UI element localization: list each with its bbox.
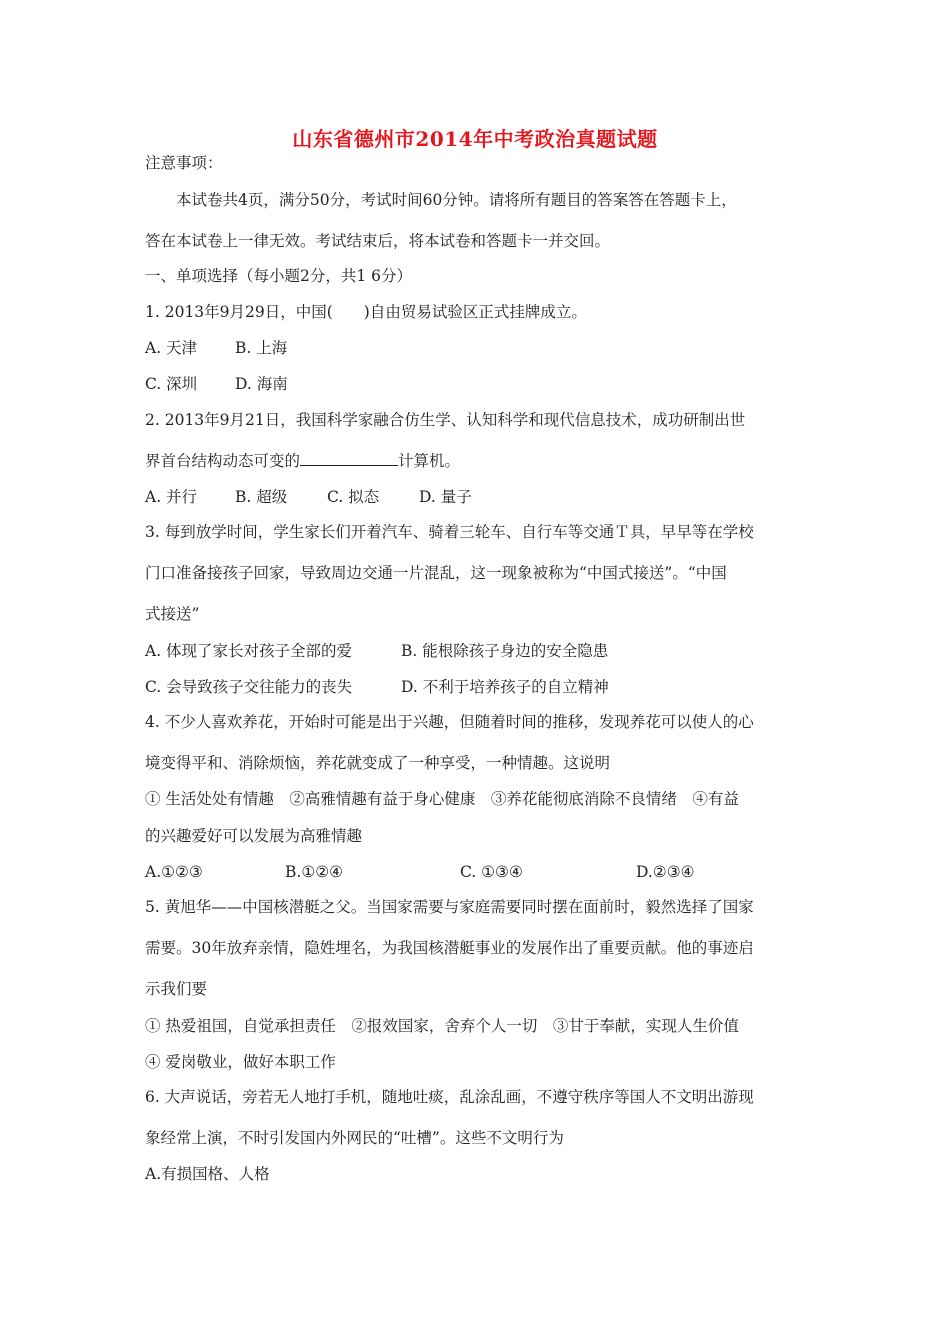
- answer-blank: [300, 451, 398, 466]
- option-a: A. 并行: [145, 488, 198, 506]
- question-4-items-2: 的兴趣爱好可以发展为高雅情趣: [145, 827, 363, 845]
- option-c: C. 深圳: [145, 375, 198, 393]
- option-b: B.①②④: [285, 863, 344, 881]
- question-4-options: [145, 862, 695, 882]
- question-5-items-2: ④ 爱岗敬业，做好本职工作: [145, 1053, 336, 1071]
- question-5-stem-1: 5. 黄旭华——中国核潜艇之父。当国家需要与家庭需要同时摆在面前时，毅然选择了国家: [145, 898, 754, 916]
- question-1-options-row-2: [145, 374, 288, 394]
- question-2-stem-2: [145, 451, 460, 471]
- notice-heading: 注意事项：: [145, 154, 223, 172]
- question-3-stem-2: 门口准备接孩子回家，导致周边交通一片混乱，这一现象被称为“中国式接送”。“中国: [145, 564, 727, 582]
- option-b: B. 上海: [235, 339, 288, 357]
- question-2-stem-1: 2. 2013年9月21日，我国科学家融合仿生学、认知科学和现代信息技术，成功研制出世: [145, 411, 746, 429]
- question-6-stem-2: 象经常上演，不时引发国内外网民的“吐槽”。这些不文明行为: [145, 1129, 564, 1147]
- option-d: D. 量子: [419, 488, 472, 506]
- option-a: A.①②③: [145, 863, 203, 881]
- question-2-stem-2-post: 计算机。: [398, 452, 461, 470]
- question-3-stem-3: 式接送”: [145, 605, 200, 623]
- question-5-items-1: ① 热爱祖国，自觉承担责任 ②报效国家，舍弃个人一切 ③甘于奉献，实现人生价值: [145, 1017, 739, 1035]
- page-title: 山东省德州市2014年中考政治真题试题: [292, 127, 658, 151]
- option-d: D. 不利于培养孩子的自立精神: [401, 678, 609, 696]
- option-c: C. ①③④: [460, 863, 523, 881]
- question-2-stem-2-pre: 界首台结构动态可变的: [145, 452, 301, 470]
- question-6-option-a: A.有损国格、人格: [145, 1165, 270, 1183]
- question-6-stem-1: 6. 大声说话，旁若无人地打手机，随地吐痰，乱涂乱画，不遵守秩序等国人不文明出游现: [145, 1088, 754, 1106]
- question-5-stem-2: 需要。30年放弃亲情，隐姓埋名，为我国核潜艇事业的发展作出了重要贡献。他的事迹启: [145, 939, 754, 957]
- question-1-options-row-1: [145, 338, 287, 358]
- question-3-options-row-2: [145, 677, 609, 697]
- question-1-stem: 1. 2013年9月29日，中国( )自由贸易试验区正式挂牌成立。: [145, 303, 587, 321]
- question-3-stem-1: 3. 每到放学时间，学生家长们开着汽车、骑着三轮车、自行车等交通Ｔ具，早早等在学校: [145, 523, 754, 541]
- question-4-stem-1: 4. 不少人喜欢养花，开始时可能是出于兴趣，但随着时间的推移，发现养花可以使人的心: [145, 713, 754, 731]
- option-a: A. 天津: [145, 339, 198, 357]
- notice-line-2: 答在本试卷上一律无效。考试结束后，将本试卷和答题卡一并交回。: [145, 232, 611, 250]
- notice-line-1: 本试卷共4页，满分50分，考试时间60分钟。请将所有题目的答案答在答题卡上，: [176, 191, 737, 209]
- option-a: A. 体现了家长对孩子全部的爱: [145, 642, 353, 660]
- question-2-options: [145, 487, 472, 507]
- question-4-stem-2: 境变得平和、消除烦恼，养花就变成了一种享受，一种情趣。这说明: [145, 754, 611, 772]
- option-d: D.②③④: [636, 863, 695, 881]
- question-3-options-row-1: [145, 641, 608, 661]
- question-5-stem-3: 示我们要: [145, 980, 208, 998]
- option-b: B. 超级: [235, 488, 288, 506]
- option-c: C. 会导致孩子交往能力的丧失: [145, 678, 353, 696]
- question-4-items-1: ① 生活处处有情趣 ②高雅情趣有益于身心健康 ③养花能彻底消除不良情绪 ④有益: [145, 790, 739, 808]
- option-c: C. 拟态: [327, 488, 380, 506]
- section-heading: 一、单项选择（每小题2分，共1 6分）: [145, 267, 413, 285]
- option-d: D. 海南: [235, 375, 288, 393]
- option-b: B. 能根除孩子身边的安全隐患: [401, 642, 609, 660]
